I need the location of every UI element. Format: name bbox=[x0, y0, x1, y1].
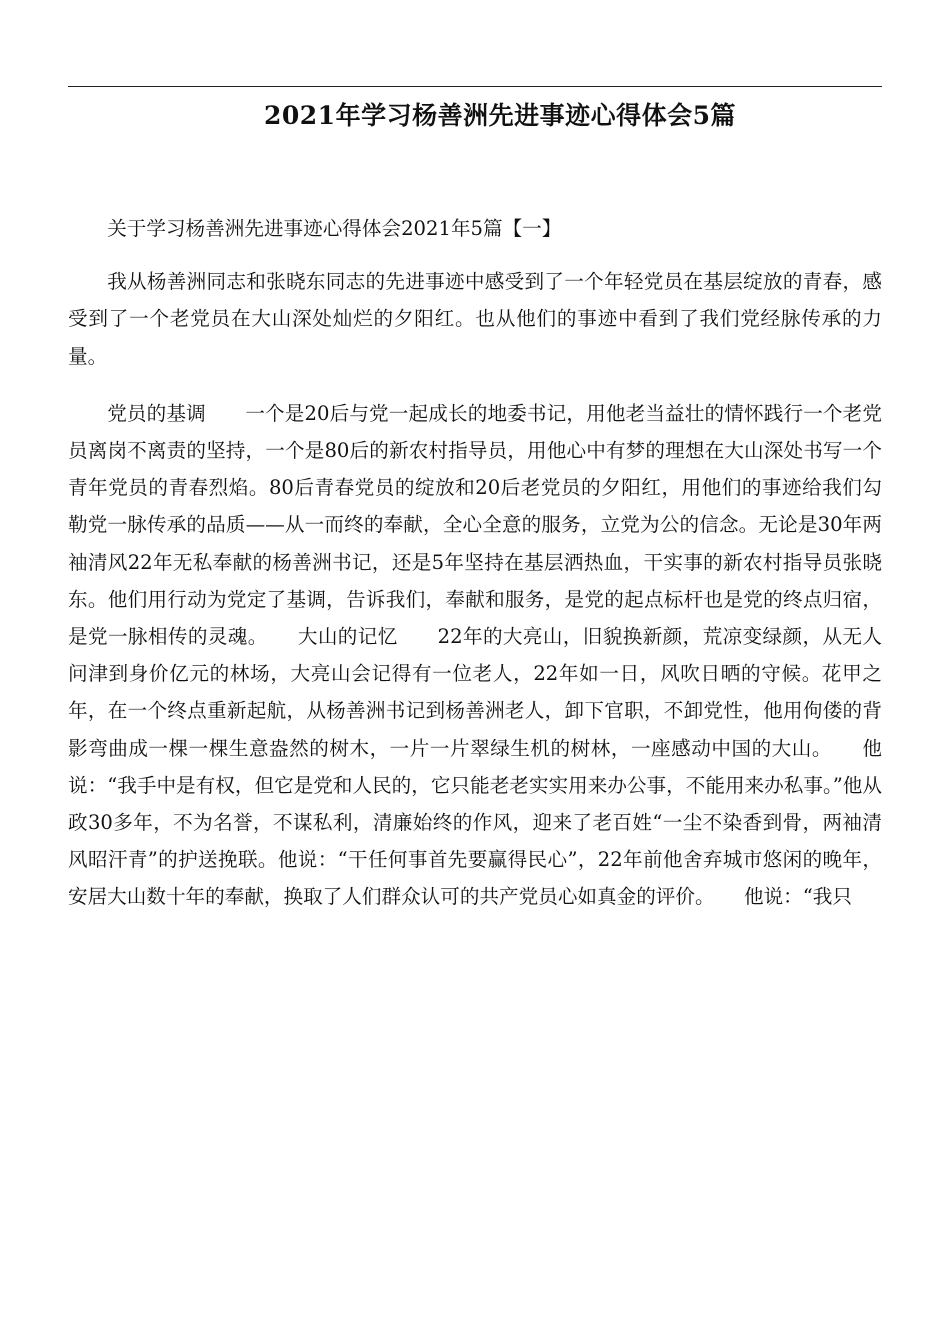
header-rule bbox=[68, 86, 882, 87]
body-paragraph-2: 党员的基调 一个是20后与党一起成长的地委书记，用他老当益壮的情怀践行一个老党员离岗不离责的坚持，一个是80后的新农村指导员，用他心中有梦的理想在大山深处书写一个青年党员的青春烈焰。80后青春党员的绽放和20后老党员的夕阳红，用他们的事迹给我们勾勒党一脉传承的品质——从一而终的奉献，全心全意的服务，立党为公的信念。无论是30年两袖清风22年无私奉献的杨善洲书记，还是5年坚持在基层洒热血，干实事的新农村指导员张晓东。他们用行动为党定了基调，告诉我们，奉献和服务，是党的起点标杆也是党的终点归宿，是党一脉相传的灵魂。 大山的记忆 22年的大亮山，旧貌换新颜，荒凉变绿颜，从无人问津到身价亿元的林场，大亮山会记得有一位老人，22年如一日，风吹日晒的守候。花甲之年，在一个终点重新起航，从杨善洲书记到杨善洲老人，卸下官职，不卸党性，他用佝偻的背影弯曲成一棵一棵生意盎然的树木，一片一片翠绿生机的树林，一座感动中国的大山。 他说：“我手中是有权，但它是党和人民的，它只能老老实实用来办公事，不能用来办私事。”他从政30多年，不为名誉，不谋私利，清廉始终的作风，迎来了老百姓“一尘不染香到骨，两袖清风昭汗青”的护送挽联。他说：“干任何事首先要赢得民心”，22年前他舍弃城市悠闲的晚年，安居大山数十年的奉献，换取了人们群众认可的共产党员心如真金的评价。 他说：“我只 bbox=[68, 401, 882, 909]
body-paragraph-1: 我从杨善洲同志和张晓东同志的先进事迹中感受到了一个年轻党员在基层绽放的青春，感受到了一个老党员在大山深处灿烂的夕阳红。也从他们的事迹中看到了我们党经脉传承的力量。 bbox=[68, 270, 882, 368]
section-heading: 关于学习杨善洲先进事迹心得体会2021年5篇【一】 bbox=[107, 217, 562, 240]
document-body bbox=[68, 210, 882, 936]
document-title: 2021年学习杨善洲先进事迹心得体会5篇 bbox=[264, 101, 736, 130]
